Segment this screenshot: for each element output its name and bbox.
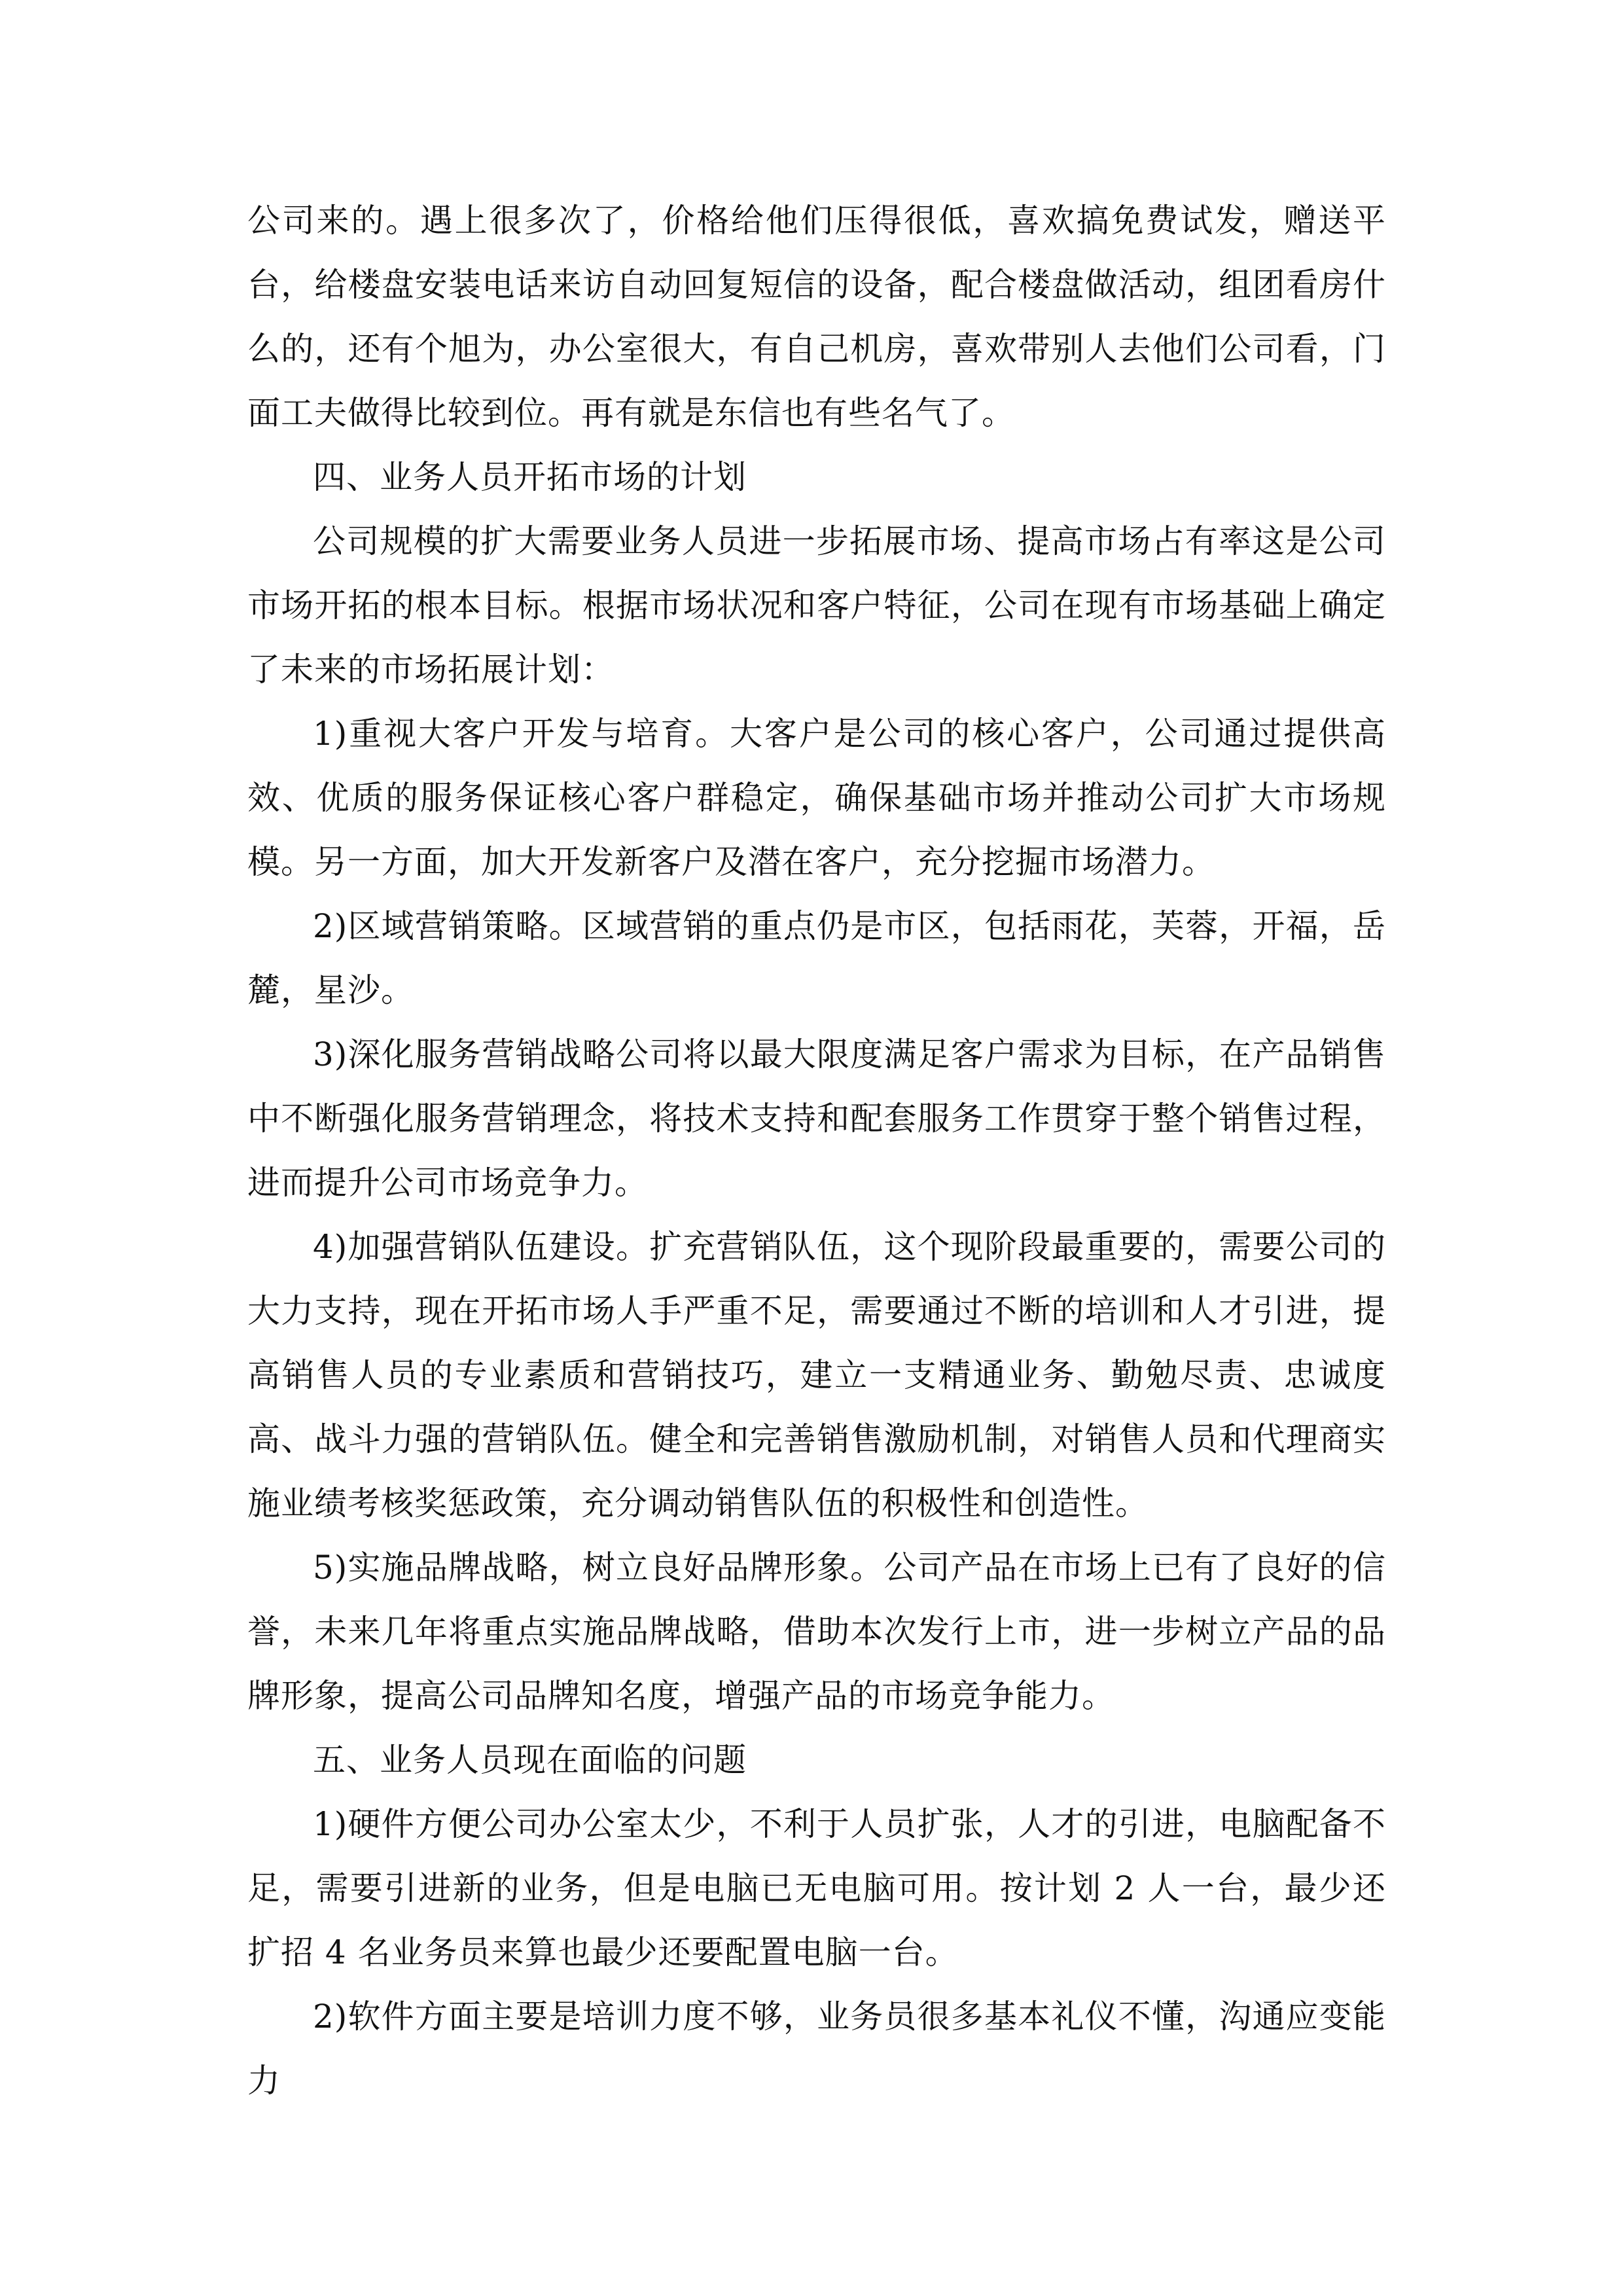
paragraph-plan-item-4: 4)加强营销队伍建设。扩充营销队伍，这个现阶段最重要的，需要公司的大力支持，现在开拓市场人手严重不足，需要通过不断的培训和人才引进，提高销售人员的专业素质和营销技巧，建立一支精通业务、勤勉尽责、忠诚度高、战斗力强的营销队伍。健全和完善销售激励机制，对销售人员和代理商实施业绩考核奖惩政策，充分调动销售队伍的积极性和创造性。 — [247, 1228, 1386, 1522]
section-heading-current-problems: 五、业务人员现在面临的问题 — [313, 1741, 747, 1779]
paragraph-plan-item-5: 5)实施品牌战略，树立良好品牌形象。公司产品在市场上已有了良好的信誉，未来几年将重点实施品牌战略，借助本次发行上市，进一步树立产品的品牌形象，提高公司品牌知名度，增强产品的市场竞争能力。 — [247, 1549, 1386, 1715]
paragraph-market-plan-intro: 公司规模的扩大需要业务人员进一步拓展市场、提高市场占有率这是公司市场开拓的根本目标。根据市场状况和客户特征，公司在现有市场基础上确定了未来的市场拓展计划： — [247, 522, 1386, 689]
paragraph-competitors-continued: 公司来的。遇上很多次了，价格给他们压得很低，喜欢搞免费试发，赠送平台，给楼盘安装电话来访自动回复短信的设备，配合楼盘做活动，组团看房什么的，还有个旭为，办公室很大，有自己机房，喜欢带别人去他们公司看，门面工夫做得比较到位。再有就是东信也有些名气了。 — [247, 202, 1386, 432]
section-heading-market-plan: 四、业务人员开拓市场的计划 — [313, 458, 747, 496]
paragraph-plan-item-1: 1)重视大客户开发与培育。大客户是公司的核心客户，公司通过提供高效、优质的服务保证核心客户群稳定，确保基础市场并推动公司扩大市场规模。另一方面，加大开发新客户及潜在客户，充分挖掘市场潜力。 — [247, 715, 1386, 881]
paragraph-plan-item-2: 2)区域营销策略。区域营销的重点仍是市区，包括雨花，芙蓉，开福，岳麓，星沙。 — [247, 907, 1386, 1009]
paragraph-plan-item-3: 3)深化服务营销战略公司将以最大限度满足客户需求为目标，在产品销售中不断强化服务营销理念，将技术支持和配套服务工作贯穿于整个销售过程，进而提升公司市场竞争力。 — [247, 1035, 1386, 1202]
paragraph-problem-item-1: 1)硬件方便公司办公室太少，不利于人员扩张，人才的引进，电脑配备不足，需要引进新的业务，但是电脑已无电脑可用。按计划 2 人一台，最少还扩招 4 名业务员来算也最少还要配置电脑一台。 — [247, 1805, 1386, 1971]
paragraph-problem-item-2: 2)软件方面主要是培训力度不够，业务员很多基本礼仪不懂，沟通应变能力 — [247, 1998, 1386, 2100]
document-page — [247, 188, 1386, 2113]
